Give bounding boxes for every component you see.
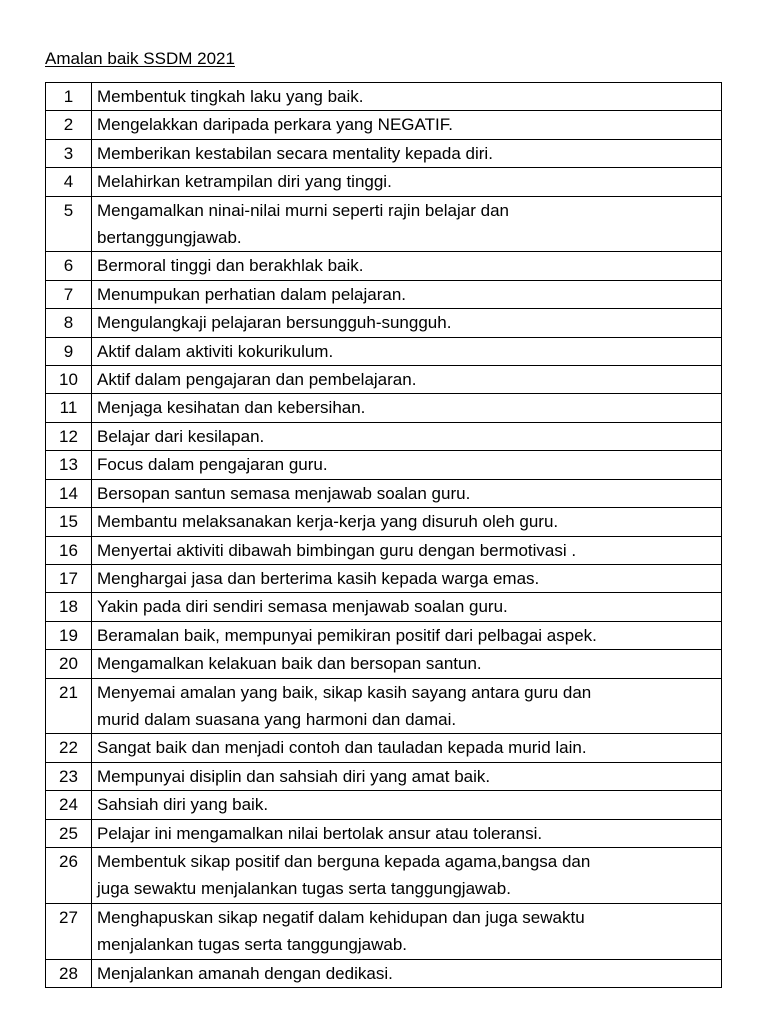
row-number: 20	[46, 650, 92, 678]
table-row	[46, 111, 722, 139]
row-number: 18	[46, 593, 92, 621]
row-text: Membentuk tingkah laku yang baik.	[92, 83, 722, 111]
row-number: 4	[46, 168, 92, 196]
table-row	[46, 564, 722, 592]
table-row	[46, 479, 722, 507]
row-text: Melahirkan ketrampilan diri yang tinggi.	[92, 168, 722, 196]
row-number: 15	[46, 508, 92, 536]
practices-table-body	[46, 83, 722, 988]
table-row	[46, 394, 722, 422]
row-number: 16	[46, 536, 92, 564]
row-number: 6	[46, 252, 92, 280]
table-row	[46, 309, 722, 337]
table-row	[46, 819, 722, 847]
row-number: 28	[46, 959, 92, 987]
row-text: Yakin pada diri sendiri semasa menjawab soalan guru.	[92, 593, 722, 621]
row-number: 9	[46, 337, 92, 365]
table-row	[46, 762, 722, 790]
row-number: 13	[46, 451, 92, 479]
row-number: 8	[46, 309, 92, 337]
row-text: Menjaga kesihatan dan kebersihan.	[92, 394, 722, 422]
row-text: Menghargai jasa dan berterima kasih kepada warga emas.	[92, 564, 722, 592]
row-number: 25	[46, 819, 92, 847]
table-row	[46, 650, 722, 678]
row-number: 1	[46, 83, 92, 111]
row-text: Mengamalkan kelakuan baik dan bersopan santun.	[92, 650, 722, 678]
row-number: 24	[46, 791, 92, 819]
row-number: 17	[46, 564, 92, 592]
table-row	[46, 252, 722, 280]
table-row	[46, 366, 722, 394]
table-row	[46, 903, 722, 959]
table-row	[46, 139, 722, 167]
row-text: Menyemai amalan yang baik, sikap kasih sayang antara guru dan murid dalam suasana yang harmoni dan damai.	[92, 678, 722, 734]
row-text: Bermoral tinggi dan berakhlak baik.	[92, 252, 722, 280]
row-number: 26	[46, 847, 92, 903]
table-row	[46, 734, 722, 762]
row-number: 7	[46, 280, 92, 308]
row-text: Focus dalam pengajaran guru.	[92, 451, 722, 479]
table-row	[46, 959, 722, 987]
row-text: Mengelakkan daripada perkara yang NEGATIF.	[92, 111, 722, 139]
row-number: 19	[46, 621, 92, 649]
practices-table	[45, 82, 722, 988]
table-row	[46, 337, 722, 365]
table-row	[46, 791, 722, 819]
row-text: Membentuk sikap positif dan berguna kepada agama,bangsa dan juga sewaktu menjalankan tugas serta tanggungjawab.	[92, 847, 722, 903]
table-row	[46, 678, 722, 734]
row-number: 12	[46, 422, 92, 450]
row-text: Pelajar ini mengamalkan nilai bertolak ansur atau toleransi.	[92, 819, 722, 847]
row-text: Mempunyai disiplin dan sahsiah diri yang amat baik.	[92, 762, 722, 790]
row-number: 22	[46, 734, 92, 762]
row-text: Memberikan kestabilan secara mentality kepada diri.	[92, 139, 722, 167]
table-row	[46, 451, 722, 479]
table-row	[46, 196, 722, 252]
row-number: 10	[46, 366, 92, 394]
row-number: 2	[46, 111, 92, 139]
table-row	[46, 847, 722, 903]
table-row	[46, 422, 722, 450]
row-text: Aktif dalam aktiviti kokurikulum.	[92, 337, 722, 365]
row-number: 3	[46, 139, 92, 167]
row-text: Sahsiah diri yang baik.	[92, 791, 722, 819]
table-row	[46, 168, 722, 196]
row-text: Belajar dari kesilapan.	[92, 422, 722, 450]
row-text: Menyertai aktiviti dibawah bimbingan guru dengan bermotivasi .	[92, 536, 722, 564]
row-text: Mengulangkaji pelajaran bersungguh-sungguh.	[92, 309, 722, 337]
table-row	[46, 621, 722, 649]
row-text: Menumpukan perhatian dalam pelajaran.	[92, 280, 722, 308]
row-text: Menjalankan amanah dengan dedikasi.	[92, 959, 722, 987]
row-text: Beramalan baik, mempunyai pemikiran positif dari pelbagai aspek.	[92, 621, 722, 649]
row-text: Membantu melaksanakan kerja-kerja yang disuruh oleh guru.	[92, 508, 722, 536]
table-row	[46, 593, 722, 621]
row-number: 11	[46, 394, 92, 422]
row-text: Mengamalkan ninai-nilai murni seperti rajin belajar dan bertanggungjawab.	[92, 196, 722, 252]
table-row	[46, 508, 722, 536]
row-number: 23	[46, 762, 92, 790]
table-row	[46, 83, 722, 111]
row-text: Aktif dalam pengajaran dan pembelajaran.	[92, 366, 722, 394]
row-number: 14	[46, 479, 92, 507]
row-number: 21	[46, 678, 92, 734]
row-number: 5	[46, 196, 92, 252]
row-text: Sangat baik dan menjadi contoh dan tauladan kepada murid lain.	[92, 734, 722, 762]
document-title: Amalan baik SSDM 2021	[45, 49, 235, 68]
row-text: Menghapuskan sikap negatif dalam kehidupan dan juga sewaktu menjalankan tugas serta tanggungjawab.	[92, 903, 722, 959]
row-number: 27	[46, 903, 92, 959]
table-row	[46, 536, 722, 564]
row-text: Bersopan santun semasa menjawab soalan guru.	[92, 479, 722, 507]
table-row	[46, 280, 722, 308]
